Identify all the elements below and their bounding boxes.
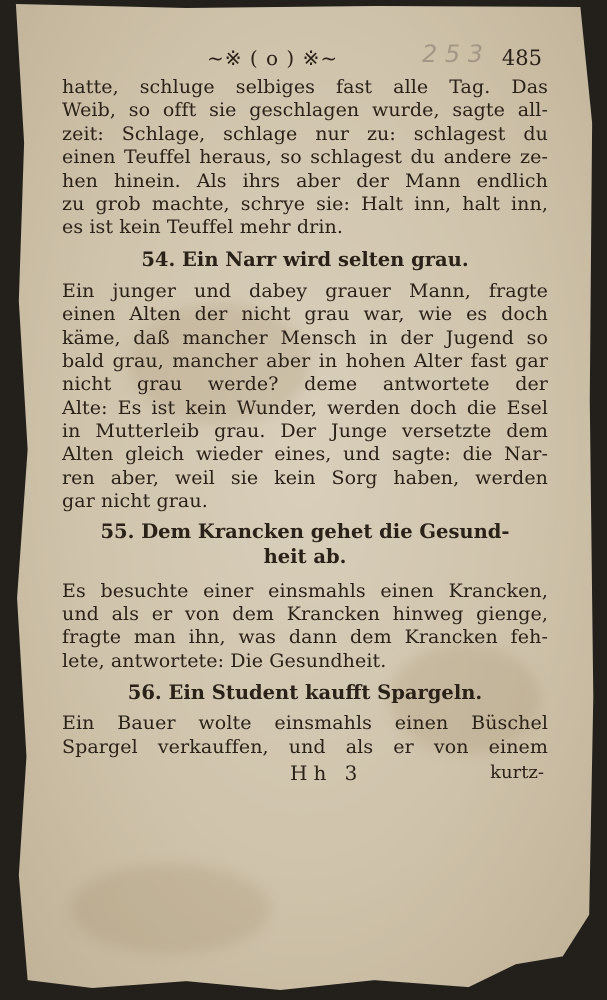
text-line: zeit: Schlage, schlage nur zu: schlagest du — [62, 122, 548, 145]
text-line: gar nicht grau. — [62, 490, 208, 513]
page-header — [62, 40, 548, 76]
header-ornament: ~※ ( o ) ※~ — [207, 46, 339, 70]
paper-stain — [70, 864, 270, 954]
text-line: bald grau, mancher aber in hohen Alter fast gar — [62, 349, 548, 372]
section-heading-55-continued: heit ab. — [263, 544, 347, 568]
text-line: zu grob machte, schrye sie: Halt inn, halt inn, — [62, 192, 548, 215]
signature-mark: Hh 3 — [290, 760, 364, 785]
page-footer — [62, 759, 548, 787]
text-line: einen Alten der nicht grau war, wie es doch — [62, 303, 548, 326]
text-line: nicht grau werde? deme antwortete der — [62, 373, 548, 396]
page-number: 485 — [501, 46, 542, 70]
text-line: Alten gleich wieder eines, und sagte: die Nar- — [62, 443, 548, 466]
section-heading-54: 54. Ein Narr wird selten grau. — [141, 247, 469, 271]
text-line: Alte: Es ist kein Wunder, werden doch die Esel — [62, 396, 548, 419]
paragraph-56 — [62, 712, 548, 759]
catchword: kurtz- — [490, 761, 544, 783]
text-line: und als er von dem Krancken hinweg gienge, — [62, 603, 548, 626]
text-line: Ein junger und dabey grauer Mann, fragte — [62, 279, 548, 302]
text-line: einen Teuffel heraus, so schlagest du andere ze- — [62, 146, 548, 169]
text-line: in Mutterleib grau. Der Junge versetzte dem — [62, 420, 548, 443]
text-line: käme, daß mancher Mensch in der Jugend so — [62, 326, 548, 349]
text-line: hen hinein. Als ihrs aber der Mann endlich — [62, 169, 548, 192]
page-text — [62, 40, 548, 787]
paragraph-55 — [62, 580, 548, 674]
text-line: ren aber, weil sie kein Sorg haben, werden — [62, 466, 548, 489]
text-line: fragte man ihn, was dann dem Krancken feh- — [62, 626, 548, 649]
paragraph-continuation — [62, 76, 548, 240]
text-line: Spargel verkauffen, und als er von einem — [62, 735, 548, 758]
text-line: hatte, schluge selbiges fast alle Tag. Das — [62, 76, 548, 98]
text-line: Weib, so offt sie geschlagen wurde, sagte all- — [62, 99, 548, 122]
pencil-annotation: 2 5 3 — [422, 40, 484, 68]
text-line: lete, antwortete: Die Gesundheit. — [62, 649, 387, 672]
paragraph-54 — [62, 280, 548, 514]
text-line: Ein Bauer wolte einsmahls einen Büschel — [62, 712, 548, 735]
section-heading-56: 56. Ein Student kaufft Spargeln. — [127, 681, 483, 705]
text-line: Es besuchte einer einsmahls einen Krancken, — [62, 579, 548, 602]
section-heading-55: 55. Dem Krancken gehet die Gesund- — [100, 519, 510, 543]
text-line: es ist kein Teuffel mehr drin. — [62, 216, 343, 239]
